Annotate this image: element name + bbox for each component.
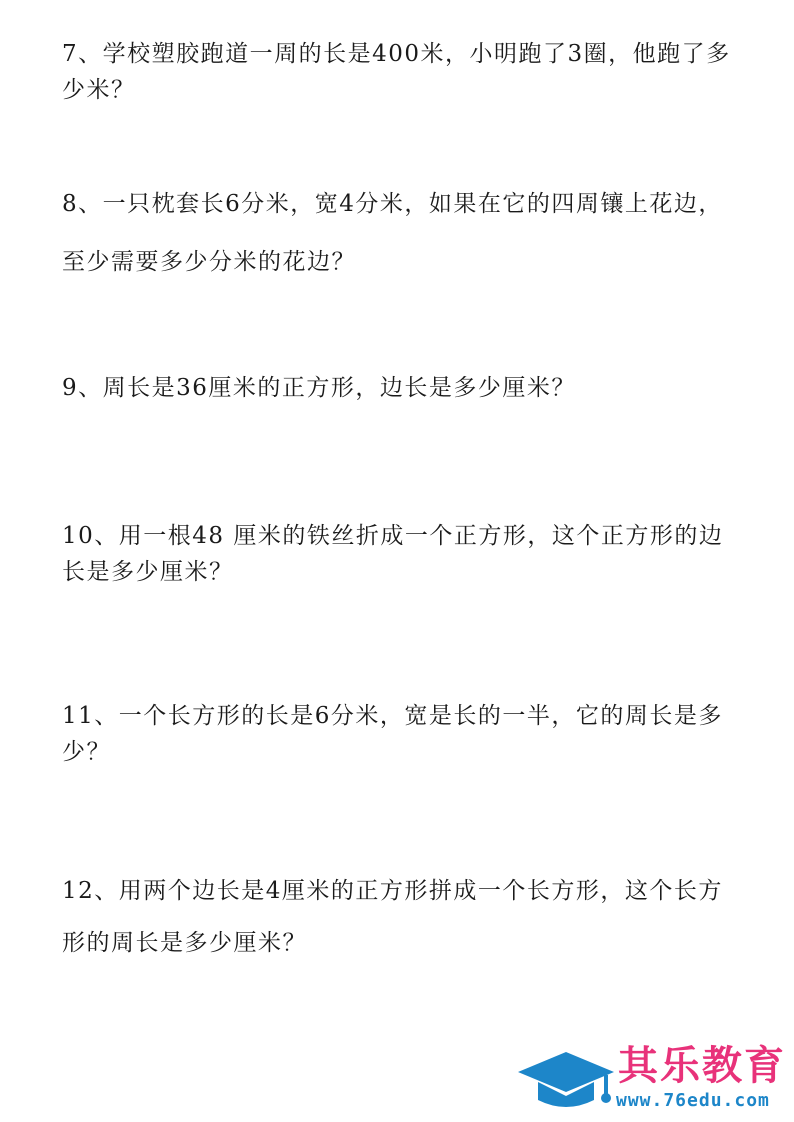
question-11: 11、一个长方形的长是6分米，宽是长的一半，它的周长是多少？ bbox=[62, 703, 723, 765]
graduation-cap-icon bbox=[514, 1046, 618, 1112]
question-10: 10、用一根48 厘米的铁丝折成一个正方形，这个正方形的边长是多少厘米？ bbox=[62, 523, 724, 585]
brand-url: www.76edu.com bbox=[616, 1090, 770, 1111]
question-9: 9、周长是36厘米的正方形，边长是多少厘米？ bbox=[62, 375, 576, 401]
brand-name: 其乐教育 bbox=[618, 1043, 786, 1089]
question-12: 12、用两个边长是4厘米的正方形拼成一个长方形，这个长方形的周长是多少厘米？ bbox=[62, 878, 723, 956]
question-8: 8、一只枕套长6分米，宽4分米，如果在它的四周镶上花边，至少需要多少分米的花边？ bbox=[62, 191, 723, 275]
brand-watermark bbox=[508, 1040, 788, 1116]
question-7: 7、学校塑胶跑道一周的长是400米，小明跑了3圈，他跑了多少米？ bbox=[62, 41, 731, 103]
